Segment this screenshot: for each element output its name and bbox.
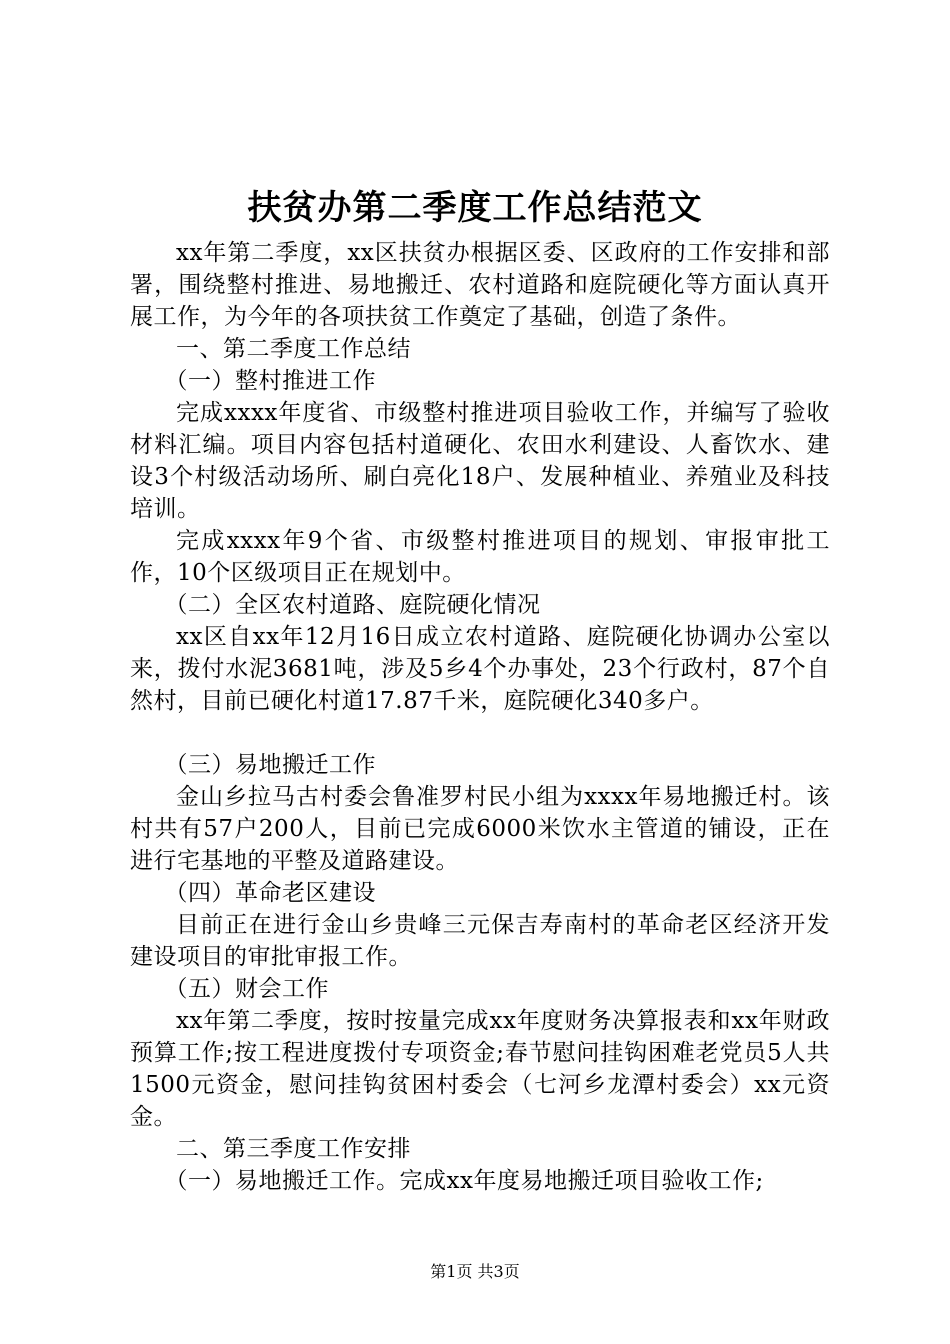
section1-heading: 一、第二季度工作总结 — [176, 336, 411, 362]
document-title: 扶贫办第二季度工作总结范文 — [247, 188, 703, 228]
document-body — [130, 237, 830, 1197]
s1-item3-paragraph: 金山乡拉马古村委会鲁准罗村民小组为xxxx年易地搬迁村。该村共有57户200人，目前已完成6000米饮水主管道的铺设，正在进行宅基地的平整及道路建设。 — [130, 784, 830, 874]
s1-item5-heading: （五）财会工作 — [164, 976, 329, 1002]
s1-item4-paragraph: 目前正在进行金山乡贵峰三元保吉寿南村的革命老区经济开发建设项目的审批审报工作。 — [130, 912, 830, 970]
s1-item4-heading: （四）革命老区建设 — [164, 880, 376, 906]
intro-paragraph: xx年第二季度，xx区扶贫办根据区委、区政府的工作安排和部署，围绕整村推进、易地搬迁、农村道路和庭院硬化等方面认真开展工作，为今年的各项扶贫工作奠定了基础，创造了条件。 — [130, 240, 830, 330]
blank-line — [130, 717, 830, 749]
s1-item2-heading: （二）全区农村道路、庭院硬化情况 — [164, 592, 541, 618]
s1-item5-paragraph: xx年第二季度，按时按量完成xx年度财务决算报表和xx年财政预算工作;按工程进度拨付专项资金;春节慰问挂钩困难老党员5人共1500元资金，慰问挂钩贫困村委会（七河乡龙潭村委会）xx元资金。 — [130, 1008, 830, 1130]
page-footer: 第1页 共3页 — [430, 1262, 520, 1281]
s1-item1-paragraph-1: 完成xxxx年度省、市级整村推进项目验收工作，并编写了验收材料汇编。项目内容包括村道硬化、农田水利建设、人畜饮水、建设3个村级活动场所、刷白亮化18户、发展种植业、养殖业及科技培训。 — [130, 400, 830, 522]
s1-item1-paragraph-2: 完成xxxx年9个省、市级整村推进项目的规划、审报审批工作，10个区级项目正在规划中。 — [130, 528, 830, 586]
s1-item1-heading: （一）整村推进工作 — [164, 368, 376, 394]
s2-item1: （一）易地搬迁工作。完成xx年度易地搬迁项目验收工作; — [164, 1168, 764, 1194]
s1-item2-paragraph: xx区自xx年12月16日成立农村道路、庭院硬化协调办公室以来，拨付水泥3681吨，涉及5乡4个办事处，23个行政村，87个自然村，目前已硬化村道17.87千米，庭院硬化340多户。 — [130, 624, 830, 714]
s1-item3-heading: （三）易地搬迁工作 — [164, 752, 376, 778]
section2-heading: 二、第三季度工作安排 — [176, 1136, 411, 1162]
